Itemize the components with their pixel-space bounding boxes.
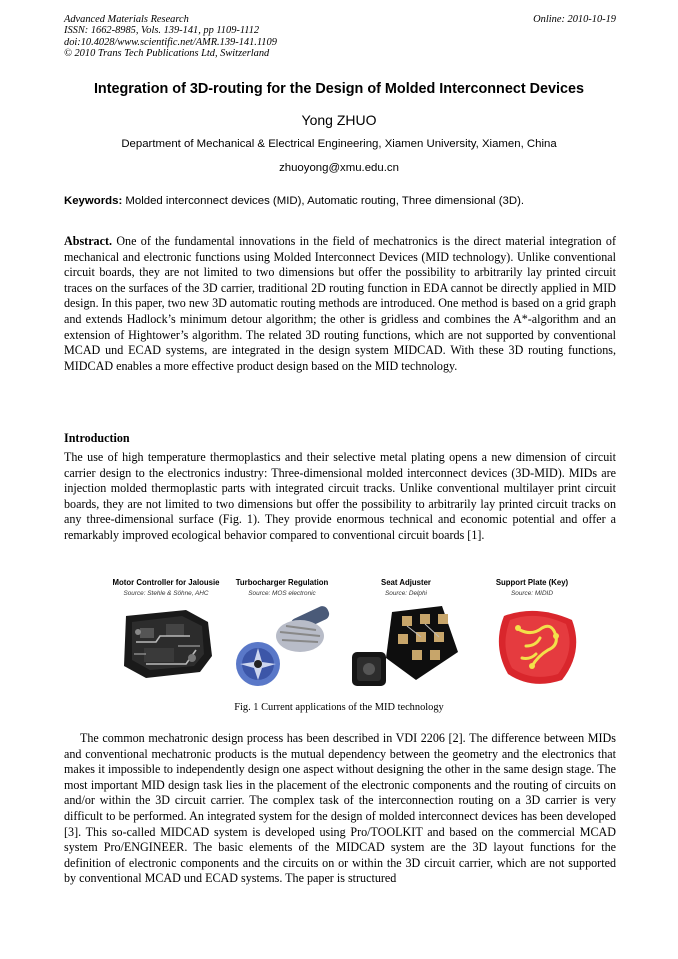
online-date: Online: 2010-10-19 <box>533 14 616 25</box>
panel-source: Source: Delphi <box>385 590 427 597</box>
paper-title: Integration of 3D-routing for the Design of Molded Interconnect Devices <box>93 81 585 97</box>
introduction-paragraph: The use of high temperature thermoplastics and their selective metal plating opens a new dimension of circuit carrier design to the electronics industry: Three-dimensional molded interconnect devices (3D-MID). MIDs are injection molded thermoplastic parts with integrated circuit tracks. Unlike conventional multilayer print circuit boards, they are not limited to two dimensions but offer the possibility to arbitrarily lay printed circuit tracks on any three-dimensional surface (Fig. 1). They provide enormous technical and economic potential and offer a remarkably improved ecological behavior compared to conventional circuit boards [1]. <box>64 450 616 542</box>
keywords-label: Keywords: <box>64 195 123 207</box>
panel-title: Support Plate (Key) <box>495 578 569 587</box>
doi-line: doi:10.4028/www.scientific.net/AMR.139-141.1109 <box>64 36 277 48</box>
figure-panel-support-plate <box>466 578 598 597</box>
figure-panel-turbocharger <box>216 578 348 597</box>
journal-name: Advanced Materials Research <box>64 14 189 25</box>
issn-line: ISSN: 1662-8985, Vols. 139-141, pp 1109-1112 <box>64 25 260 37</box>
copyright-line: © 2010 Trans Tech Publications Ltd, Switzerland <box>64 48 270 60</box>
figure-panel-seat-adjuster <box>340 578 472 597</box>
turbocharger-image <box>230 606 340 696</box>
support-plate-image <box>492 606 582 688</box>
panel-title: Motor Controller for Jalousie <box>112 578 220 587</box>
author-email[interactable]: zhuoyong@xmu.edu.cn <box>279 162 399 174</box>
panel-title: Turbocharger Regulation <box>235 578 329 587</box>
panel-source: Source: Stehle & Söhne, AHC <box>123 590 209 597</box>
keywords-text: Molded interconnect devices (MID), Automatic routing, Three dimensional (3D). <box>122 195 525 207</box>
introduction-heading: Introduction <box>64 431 130 445</box>
abstract <box>64 234 616 374</box>
figure-1 <box>100 578 590 678</box>
seat-adjuster-image <box>346 602 466 694</box>
abstract-label: Abstract. <box>64 234 113 248</box>
panel-title: Seat Adjuster <box>381 578 431 587</box>
author-name: Yong ZHUO <box>301 112 377 128</box>
journal-header <box>64 14 616 60</box>
figure-panel-motor-controller <box>100 578 232 597</box>
motor-controller-image <box>116 606 216 682</box>
figure-caption: Fig. 1 Current applications of the MID technology <box>234 702 444 713</box>
panel-source: Source: MOS electronic <box>248 590 316 597</box>
abstract-text: One of the fundamental innovations in the field of mechatronics is the direct material integration of mechanical and electronic functions using Molded Interconnect Devices (MID technology). Unlike conventional circuit boards, they are not limited to two dimensions but offer the possibility to arbitrarily lay printed circuit traces on the surfaces of the 3D carrier, traditional 2D routing function in EDA cannot be directly applied in MID design. In this paper, two new 3D automatic routing methods are introduced. One method is based on a grid graph and extends Hadlock’s minimum detour algorithm; the other is gridless and combines the A*-algorithm and an extension of Hightower’s algorithm. The related 3D routing functions, which are not supported by conventional MCAD und ECAD systems, are integrated in the design system MIDCAD. With these 3D routing functions, MIDCAD enables a more effective product design based on the MID technology. <box>64 234 616 373</box>
body-paragraph: The common mechatronic design process has been described in VDI 2206 [2]. The difference between MIDs and conventional mechatronic products is the mutual dependency between the geometry and the electronics that makes it impossible to independently design one aspect without designing the other in the same design stage. The most important MID design task lies in the placement of the electronic components and the routing of circuits on and/or within the 3D circuit carrier. The complex task of the interconnection routing on a 3D carrier is very difficult to be performed. An integrated system for the design of molded interconnect devices has been developed [3]. This so-called MIDCAD system is developed using Pro/TOOLKIT and based on the commercial MCAD system Pro/ENGINEER. The basic elements of the MIDCAD system are the 3D layout functions for the definition of electronic components and the circuits on or within the 3D circuit carrier, which are not supported by conventional MCAD und ECAD systems. The paper is structured <box>64 731 616 886</box>
panel-source: Source: MIDID <box>511 590 553 597</box>
keywords <box>64 195 616 207</box>
author-affiliation: Department of Mechanical & Electrical Engineering, Xiamen University, Xiamen, China <box>121 138 557 150</box>
